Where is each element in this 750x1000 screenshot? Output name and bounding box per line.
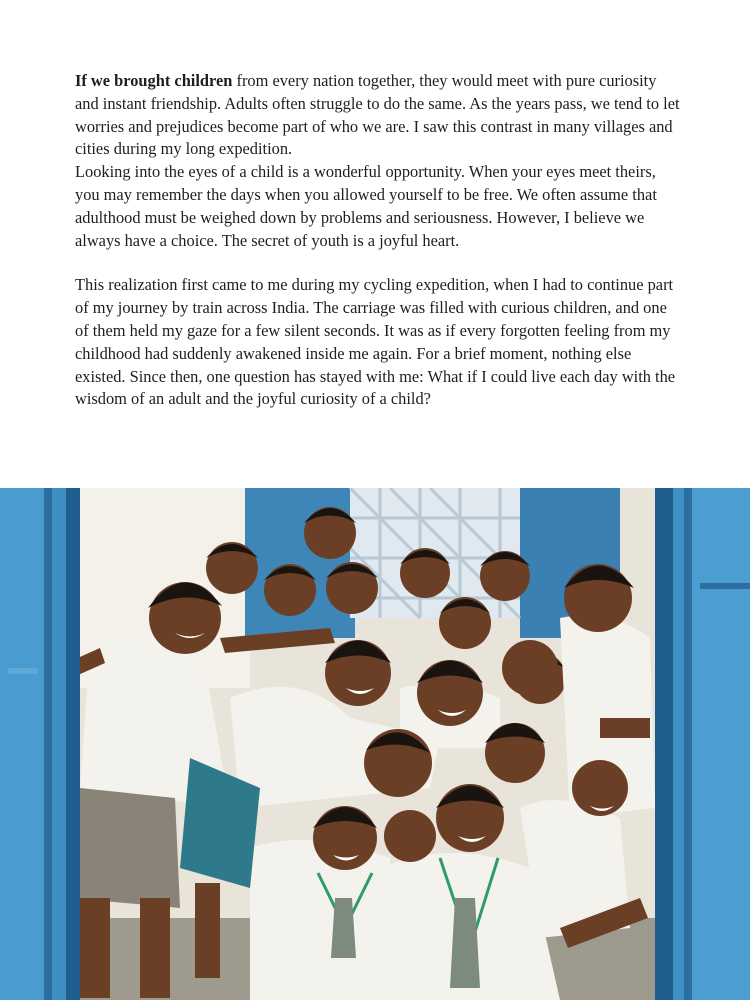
left-door [0, 488, 80, 1000]
lead-in-bold: If we brought children [75, 71, 233, 90]
article-text [75, 70, 680, 411]
right-door [655, 488, 750, 1000]
photo-illustration [0, 488, 750, 1000]
children-photo [0, 488, 750, 1000]
paragraph-2: Looking into the eyes of a child is a wonderful opportunity. When your eyes meet theirs, you may remember the days when you allowed yourself to be free. We often assume that adulthood must be weighed down by problems and seriousness. However, I believe we always have a choice. The secret of youth is a joyful heart. [75, 162, 657, 250]
paragraph-3: This realization first came to me during my cycling expedition, when I had to continue part of my journey by train across India. The carriage was filled with curious children, and one of them held my gaze for a few silent seconds. It was as if every forgotten feeling from my childhood had suddenly awakened inside me again. For a brief moment, nothing else existed. Since then, one question has stayed with me: What if I could live each day with the wisdom of an adult and the joyful curiosity of a child? [75, 275, 676, 409]
paragraph-1 [75, 70, 680, 161]
paragraph-1-text: from every nation together, they would meet with pure curiosity and instant friendship. Adults often struggle to do the same. As the years pass, we tend to let worries and prejudices become part of who we are. I saw this contrast in many villages and cities during my long expedition. [75, 71, 680, 159]
